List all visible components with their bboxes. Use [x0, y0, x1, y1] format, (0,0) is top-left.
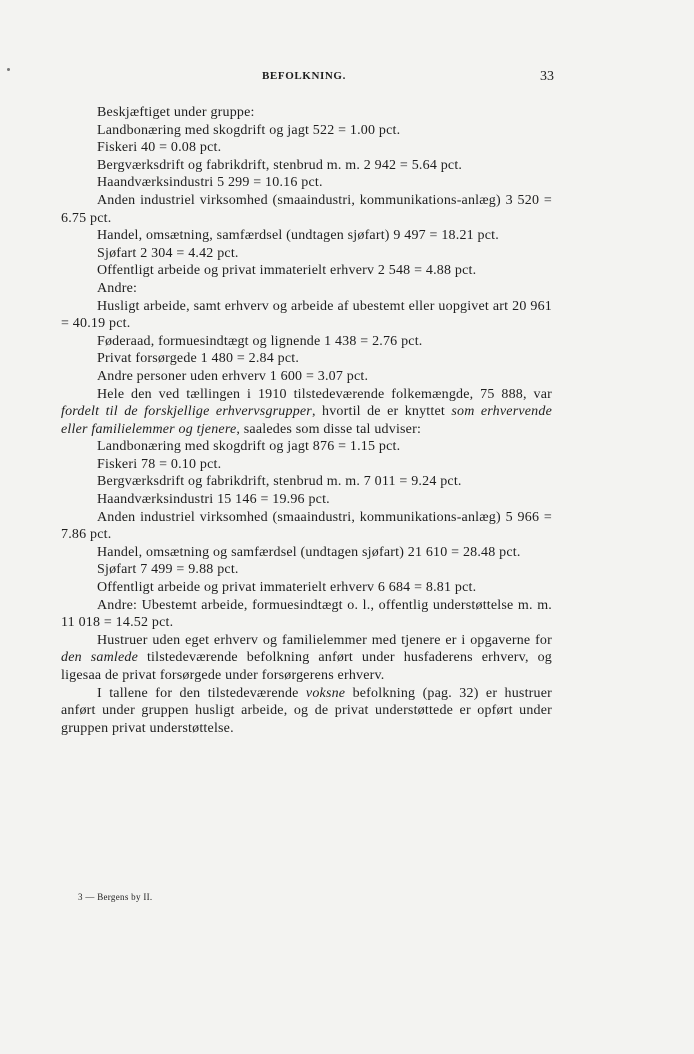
paragraph — [61, 597, 552, 632]
text-run: Husligt arbeide, samt erhverv og arbeide af ubestemt eller uopgivet art 20 961 = 40.19 pct. — [61, 298, 552, 332]
text-run: Sjøfart 2 304 = 4.42 pct. — [97, 245, 239, 261]
text-run: Føderaad, formuesindtægt og lignende 1 438 = 2.76 pct. — [97, 333, 423, 349]
italic-text: voksne — [305, 685, 346, 701]
paragraph — [61, 174, 552, 192]
text-run: , hvortil de er knyttet — [311, 404, 452, 420]
paragraph — [61, 262, 552, 280]
page-header — [0, 70, 694, 90]
paragraph — [61, 561, 552, 579]
page-number: 33 — [540, 69, 554, 84]
body-text — [61, 104, 552, 737]
text-run: , saaledes som disse tal udviser: — [236, 421, 422, 437]
text-run: Anden industriel virksomhed (smaaindustri, kommunikations-anlæg) 3 520 = 6.75 pct. — [61, 192, 552, 226]
text-run: Handel, omsætning, samfærdsel (undtagen sjøfart) 9 497 = 18.21 pct. — [97, 228, 499, 244]
printer-signature: 3 — Bergens by II. — [78, 892, 153, 902]
text-run: Fiskeri 40 = 0.08 pct. — [97, 140, 222, 156]
text-run: Offentligt arbeide og privat immaterielt erhverv 6 684 = 8.81 pct. — [97, 580, 477, 596]
text-run: Haandværksindustri 5 299 = 10.16 pct. — [97, 175, 323, 191]
paragraph — [61, 104, 552, 122]
text-run: Handel, omsætning og samfærdsel (undtagen sjøfart) 21 610 = 28.48 pct. — [97, 544, 521, 560]
paragraph — [61, 632, 552, 685]
italic-text: den samlede — [61, 650, 139, 666]
paragraph — [61, 456, 552, 474]
text-run: Landbonæring med skogdrift og jagt 522 = 1.00 pct. — [97, 122, 401, 138]
paragraph — [61, 544, 552, 562]
paragraph — [61, 245, 552, 263]
paragraph — [61, 122, 552, 140]
paragraph — [61, 473, 552, 491]
text-run: Hustruer uden eget erhverv og familielemmer med tjenere er i opgaverne for — [97, 632, 552, 648]
paragraph — [61, 333, 552, 351]
paragraph — [61, 298, 552, 333]
paragraph — [61, 157, 552, 175]
paragraph — [61, 438, 552, 456]
text-run: befolkning (pag. 32) er hustruer anført under gruppen husligt arbeide, og de privat understøttede er opført under gruppen privat understøttelse. — [61, 685, 552, 736]
paragraph — [61, 350, 552, 368]
running-head: BEFOLKNING. — [262, 70, 346, 82]
text-run: Offentligt arbeide og privat immaterielt erhverv 2 548 = 4.88 pct. — [97, 263, 477, 279]
paragraph — [61, 280, 552, 298]
text-run: I tallene for den tilstedeværende — [97, 685, 306, 701]
text-run: Andre: — [97, 280, 138, 296]
text-run: tilstedeværende befolkning anført under husfaderens erhverv, og ligesaa de privat forsørgede under forsørgerens erhverv. — [61, 650, 552, 683]
text-run: Beskjæftiget under gruppe: — [97, 105, 255, 120]
text-run: Privat forsørgede 1 480 = 2.84 pct. — [97, 351, 300, 367]
text-run: Fiskeri 78 = 0.10 pct. — [97, 456, 222, 472]
text-run: Sjøfart 7 499 = 9.88 pct. — [97, 562, 239, 578]
text-run: Bergværksdrift og fabrikdrift, stenbrud m. m. 7 011 = 9.24 pct. — [97, 474, 462, 490]
italic-text: fordelt til de forskjellige erhvervsgrupper — [61, 404, 312, 420]
text-run: Haandværksindustri 15 146 = 19.96 pct. — [97, 492, 330, 508]
italic-text: som erhvervende eller familielemmer og tjenere — [61, 404, 552, 437]
text-run: Landbonæring med skogdrift og jagt 876 = 1.15 pct. — [97, 439, 401, 455]
text-run: Andre: Ubestemt arbeide, formuesindtægt o. l., offentlig understøttelse m. m. 11 018 = 14.52 pct. — [61, 597, 552, 631]
paragraph — [61, 685, 552, 738]
paragraph — [61, 386, 552, 439]
paragraph — [61, 227, 552, 245]
text-run: Bergværksdrift og fabrikdrift, stenbrud m. m. 2 942 = 5.64 pct. — [97, 157, 463, 173]
text-run: Andre personer uden erhverv 1 600 = 3.07 pct. — [97, 368, 369, 384]
paragraph — [61, 368, 552, 386]
paragraph — [61, 579, 552, 597]
text-run: Hele den ved tællingen i 1910 tilstedeværende folkemængde, 75 888, var — [97, 386, 552, 402]
paragraph — [61, 139, 552, 157]
paragraph — [61, 509, 552, 544]
text-run: Anden industriel virksomhed (smaaindustri, kommunikations-anlæg) 5 966 = 7.86 pct. — [61, 509, 552, 543]
paragraph — [61, 491, 552, 509]
paragraph — [61, 192, 552, 227]
